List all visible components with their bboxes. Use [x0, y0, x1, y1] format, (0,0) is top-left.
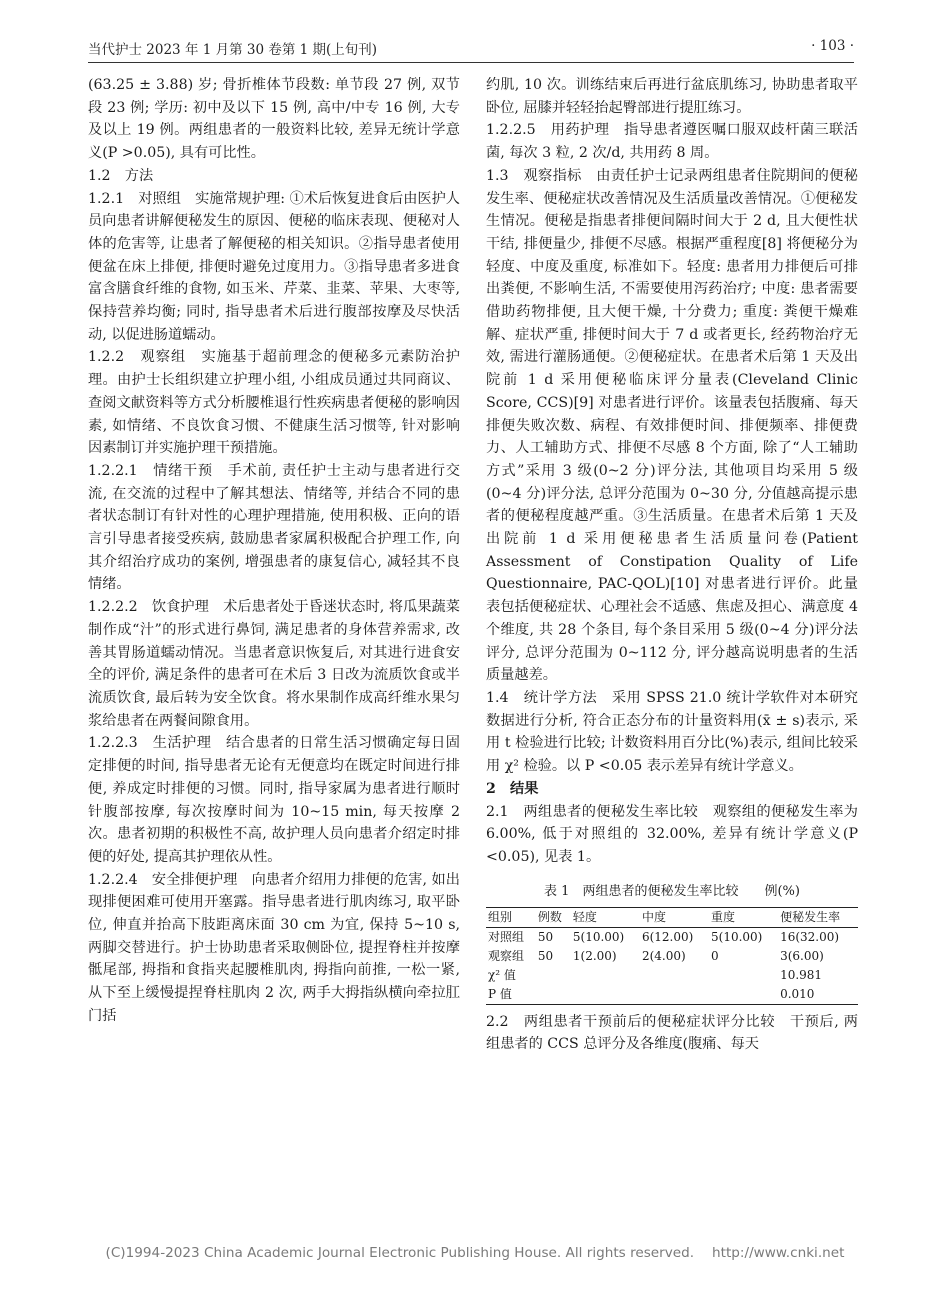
section-heading: 1.2 方法 — [88, 167, 154, 184]
data-table — [486, 907, 858, 1005]
table-cell: 50 — [537, 948, 554, 963]
paragraph: 1.3 观察指标 由责任护士记录两组患者住院期间的便秘发生率、便秘症状改善情况及生活质量改善情况。①便秘发生情况。便秘是指患者排便间隔时间大于 2 d, 且大便性状干结, 排便量少, 排便不尽感。根据严重程度[8] 将便秘分为轻度、中度及重度, 标准如下。轻度: 患者用力排便后可排出粪便, 不影响生活, 不需要使用泻药治疗; 中度: 患者需要借助药物排便, 且大便干燥, 十分费力; 重度: 粪便干燥难解、症状严重, 排便时间大于 7 d 或者更长, 经药物治疗无效, 需进行灌肠通便。②便秘症状。在患者术后第 1 天及出院前 1 d 采用便秘临床评分量表(Cleveland Clinic Score, CCS)[9] 对患者进行评价。该量表包括腹痛、每天排便失败次数、病程、有效排便时间、排便频率、排便费力、人工辅助方式、排便不尽感 8 个方面, 除了“人工辅助方式”采用 3 级(0~2 分)评分法, 其他项目均采用 5 级(0~4 分)评分法, 总评分范围为 0~30 分, 分值越高提示患者的便秘程度越严重。③生活质量。在患者术后第 1 天及出院前 1 d 采用便秘患者生活质量问卷(Patient Assessment of Constipation Quality of Life Questionnaire, PAC-QOL)[10] 对患者进行评价。此量表包括便秘症状、心理社会不适感、焦虑及担心、满意度 4 个维度, 共 28 个条目, 每个条目采用 5 级(0~4 分)评分法评分, 总评分范围为 0~112 分, 评分越高说明患者的生活质量越差。 — [486, 167, 858, 684]
section-heading-results: 2 结果 — [486, 780, 539, 797]
paragraph: 2.2 两组患者干预前后的便秘症状评分比较 干预后, 两组患者的 CCS 总评分及各维度(腹痛、每天 — [486, 1013, 858, 1053]
header-cell: 例数 — [536, 907, 571, 927]
paragraph: 1.2.2 观察组 实施基于超前理念的便秘多元素防治护理。由护士长组织建立护理小组, 小组成员通过共同商议、查阅文献资料等方式分析腰椎退行性疾病患者便秘的影响因素, 如情绪、不良饮食习惯、不健康生活习惯等, 针对影响因素制订并实施护理干预措施。 — [88, 349, 460, 457]
table-cell: 5(10.00) — [711, 929, 763, 944]
table-cell — [640, 966, 709, 985]
table-cell — [571, 985, 640, 1005]
table-row — [486, 966, 858, 985]
table-cell — [536, 966, 571, 985]
journal-issue-label: 当代护士 2023 年 1 月第 30 卷第 1 期(上旬刊) — [88, 42, 378, 58]
header-cell: 轻度 — [571, 907, 640, 927]
table-1 — [486, 883, 858, 1005]
paragraph: 2.1 两组患者的便秘发生率比较 观察组的便秘发生率为 6.00%, 低于对照组的 32.00%, 差异有统计学意义(P <0.05), 见表 1。 — [486, 803, 858, 865]
table-header-row — [486, 907, 858, 927]
paragraph: 1.2.2.1 情绪干预 手术前, 责任护士主动与患者进行交流, 在交流的过程中了解其想法、情绪等, 并结合不同的患者状态制订有针对性的心理护理措施, 使用积极、正向的语言引导患者接受疾病, 鼓励患者家属积极配合护理工作, 向其介绍治疗成功的案例, 增强患者的康复信心, 减轻其不良情绪。 — [88, 462, 460, 593]
header-cell: 便秘发生率 — [778, 907, 858, 927]
table-cell: P 值 — [486, 985, 536, 1005]
table-cell — [536, 985, 571, 1005]
table-cell: 0 — [711, 948, 719, 963]
paragraph: (63.25 ± 3.88) 岁; 骨折椎体节段数: 单节段 27 例, 双节段 23 例; 学历: 初中及以下 15 例, 高中/中专 16 例, 大专及以上 19 例。两组患者的一般资料比较, 差异无统计学意义(P >0.05), 具有可比性。 — [88, 77, 460, 162]
paragraph: 1.2.2.3 生活护理 结合患者的日常生活习惯确定每日固定排便的时间, 指导患者无论有无便意均在既定时间进行排便, 养成定时排便的习惯。同时, 指导家属为患者进行顺时针腹部按摩, 每次按摩时间为 10~15 min, 每天按摩 2 次。患者初期的积极性不高, 故护理人员向患者介绍定时排便的好处, 提高其护理依从性。 — [88, 735, 460, 865]
table-row — [486, 985, 858, 1005]
paragraph: 1.2.2.5 用药护理 指导患者遵医嘱口服双歧杆菌三联活菌, 每次 3 粒, 2 次/d, 共用药 8 周。 — [486, 122, 858, 162]
header-cell: 组别 — [486, 907, 536, 927]
paragraph: 1.4 统计学方法 采用 SPSS 21.0 统计学软件对本研究数据进行分析, 符合正态分布的计量资料用(x̄ ± s)表示, 采用 t 检验进行比较; 计数资料用百分比(%)表示, 组间比较采用 χ² 检验。以 P <0.05 表示差异有统计学意义。 — [486, 689, 858, 775]
table-cell — [571, 966, 640, 985]
table-row — [486, 927, 858, 947]
table-cell: 6(12.00) — [641, 929, 694, 944]
page-number: · 103 · — [811, 38, 854, 54]
header-cell: 中度 — [640, 907, 709, 927]
paragraph: 约肌, 10 次。训练结束后再进行盆底肌练习, 协助患者取平卧位, 屈膝并轻轻抬起臀部进行提肛练习。 — [486, 77, 858, 116]
table-cell: 1(2.00) — [572, 948, 617, 963]
table-cell: 3(6.00) — [780, 948, 824, 963]
table-cell: 对照组 — [488, 929, 525, 944]
table-cell: 观察组 — [488, 948, 525, 963]
paragraph: 1.2.2.2 饮食护理 术后患者处于昏迷状态时, 将瓜果蔬菜制作成“汁”的形式进行鼻饲, 满足患者的身体营养需求, 改善其胃肠道蠕动情况。当患者意识恢复后, 对其进行进食安全的评价, 满足条件的患者可在术后 3 日改为流质饮食或半流质饮食, 最后转为安全饮食。将水果制作成高纤维水果匀浆给患者在两餐间隙食用。 — [88, 599, 460, 729]
header-cell: 重度 — [709, 907, 778, 927]
table-cell: χ² 值 — [488, 967, 516, 982]
right-column — [486, 74, 858, 1056]
table-row — [486, 947, 858, 966]
table-cell — [709, 966, 778, 985]
table-cell: 5(10.00) — [572, 929, 625, 944]
table-cell: 0.010 — [778, 985, 858, 1005]
paragraph: 1.2.2.4 安全排便护理 向患者介绍用力排便的危害, 如出现排便困难可使用开塞露。指导患者进行肌肉练习, 取平卧位, 伸直并抬高下肢距离床面 30 cm 为宜, 保持 5~10 s, 两脚交替进行。护士协助患者采取侧卧位, 提捏脊柱并按摩骶尾部, 拇指和食指夹起腰椎肌肉, 拇指向前推, 一松一紧, 从下至上缓慢提捏脊柱肌肉 2 次, 两手大拇指纵横向牵拉肛门括 — [88, 871, 460, 1024]
table-caption: 表 1 两组患者的便秘发生率比较 例(%) — [544, 883, 800, 899]
table-cell: 16(32.00) — [780, 929, 840, 944]
table-cell: 2(4.00) — [641, 948, 686, 963]
table-cell — [640, 985, 709, 1005]
running-header — [88, 36, 854, 60]
header-rule — [88, 62, 854, 63]
copyright-footer: (C)1994-2023 China Academic Journal Electronic Publishing House. All rights reserved. http://www.cnki.net — [105, 1245, 845, 1261]
paragraph: 1.2.1 对照组 实施常规护理: ①术后恢复进食后由医护人员向患者讲解便秘发生的原因、便秘的临床表现、便秘对人体的危害等, 让患者了解便秘的相关知识。②指导患者使用便盆在床上排便, 排便时避免过度用力。③指导患者多进食富含膳食纤维的食物, 如玉米、芹菜、韭菜、苹果、大枣等, 保持营养均衡; 同时, 指导患者术后进行腹部按摩及尽快活动, 以促进肠道蠕动。 — [88, 190, 460, 343]
table-cell — [709, 985, 778, 1005]
left-column — [88, 74, 460, 1028]
table-cell: 50 — [537, 929, 554, 944]
table-cell: 10.981 — [780, 967, 823, 982]
